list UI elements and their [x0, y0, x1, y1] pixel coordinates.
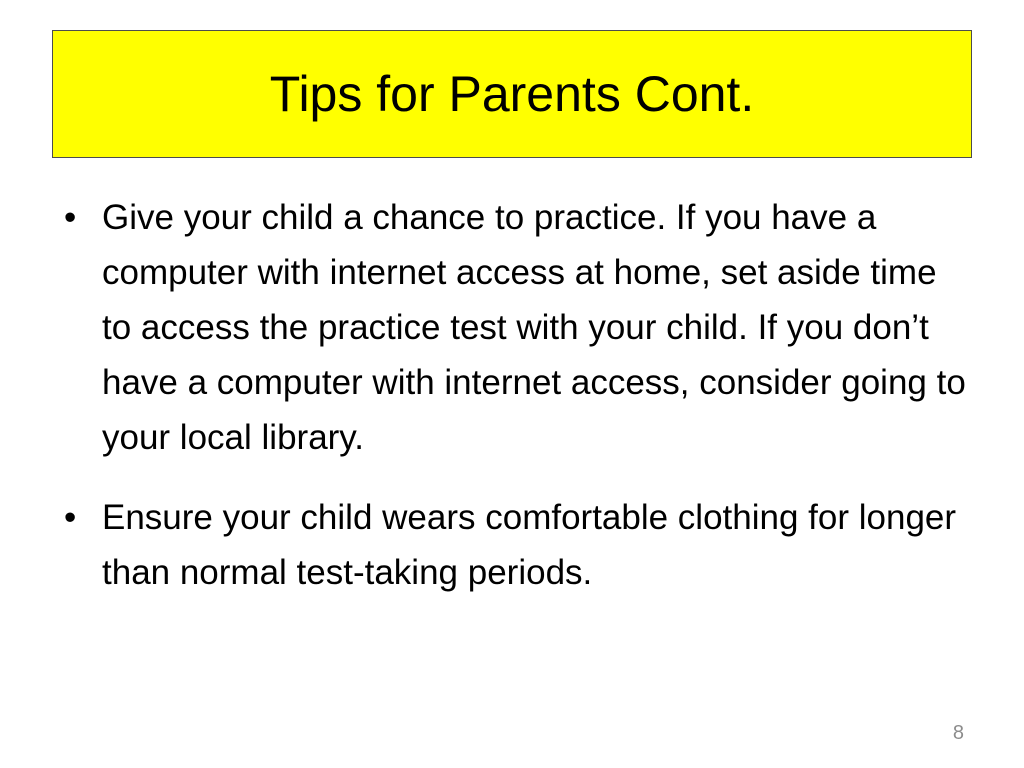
bullet-text: Ensure your child wears comfortable clothing for longer than normal test-taking periods. — [102, 498, 957, 592]
bullet-dot-icon: • — [64, 198, 77, 237]
bullet-dot-icon: • — [64, 498, 77, 537]
slide-title: Tips for Parents Cont. — [269, 66, 755, 122]
bullet-text: Give your child a chance to practice. If you have a computer with internet access at home, set aside time to access the practice test with your child. If you don’t have a computer with internet access, consider going to your local library. — [102, 198, 966, 457]
bullet-list — [56, 190, 968, 625]
page-number: 8 — [952, 722, 964, 744]
bullet-item — [56, 490, 968, 600]
title-box — [52, 30, 972, 158]
bullet-item — [56, 190, 968, 465]
